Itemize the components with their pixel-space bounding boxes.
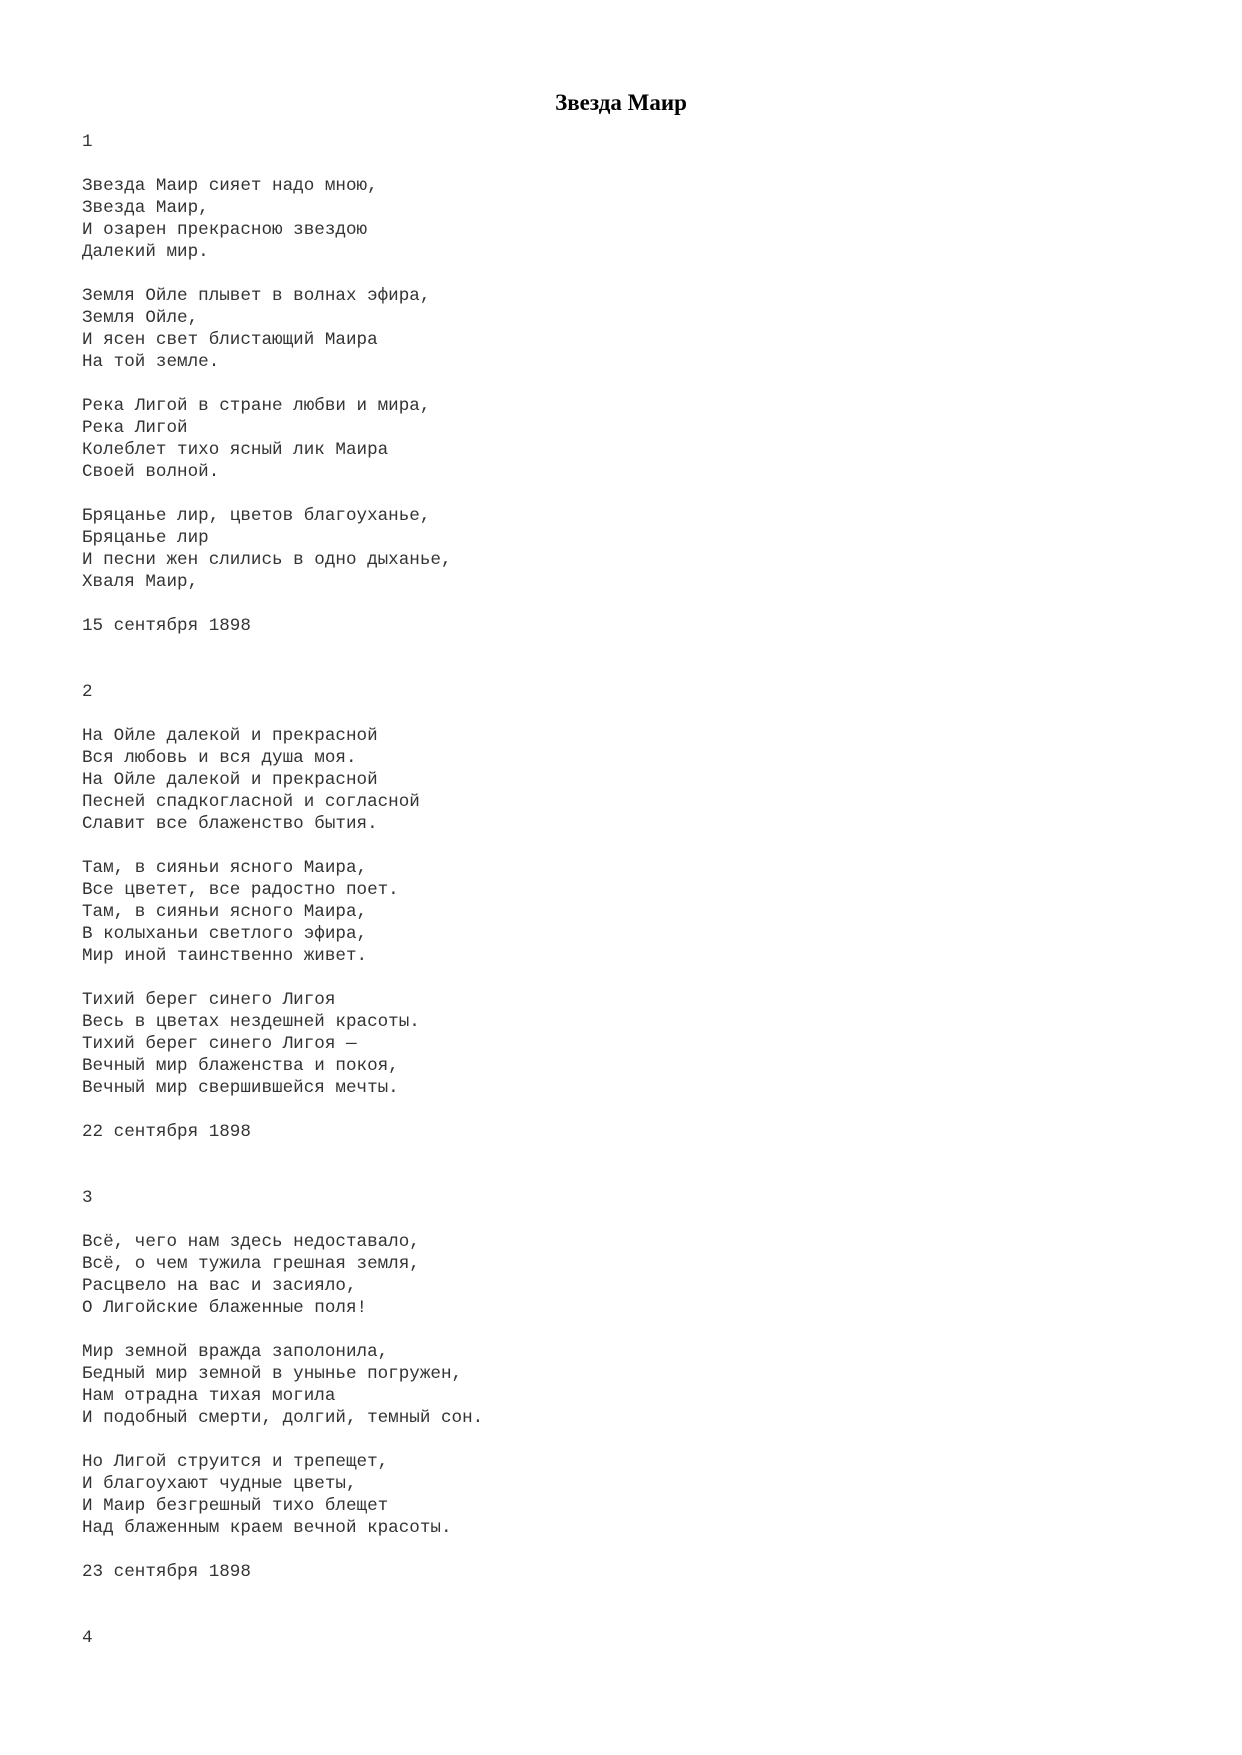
stanza: [82, 989, 1182, 1099]
verse-line: Там, в сияньи ясного Маира,: [82, 858, 368, 878]
blank-line: [82, 835, 1182, 857]
verse-line: Над блаженным краем вечной красоты.: [82, 1518, 452, 1538]
verse-line: В колыханьи светлого эфира,: [82, 924, 368, 944]
section-number: 2: [82, 682, 93, 702]
verse-line: И озарен прекрасною звездою: [82, 220, 368, 240]
poem-section: [82, 1627, 1182, 1649]
document-title: [0, 88, 1242, 118]
verse-line: Весь в цветах нездешней красоты.: [82, 1012, 420, 1032]
verse-line: Мир земной вражда заполонила,: [82, 1342, 389, 1362]
section-number: 3: [82, 1188, 93, 1208]
verse-line: Бряцанье лир, цветов благоуханье,: [82, 506, 431, 526]
blank-line: [82, 593, 1182, 615]
verse-line: Славит все блаженство бытия.: [82, 814, 378, 834]
verse-line: На Ойле далекой и прекрасной: [82, 726, 378, 746]
date-line: 22 сентября 1898: [82, 1122, 251, 1142]
verse-line: Река Лигой в стране любви и мира,: [82, 396, 431, 416]
verse-line: Нам отрадна тихая могила: [82, 1386, 336, 1406]
poem-section: [82, 131, 1182, 681]
verse-line: Звезда Маир сияет надо мною,: [82, 176, 378, 196]
blank-line: [82, 703, 1182, 725]
stanza: [82, 1451, 1182, 1539]
blank-line: [82, 1429, 1182, 1451]
section-gap: [82, 1583, 1182, 1627]
blank-line: [82, 373, 1182, 395]
verse-line: Мир иной таинственно живет.: [82, 946, 368, 966]
poem-body: [82, 131, 1182, 1649]
verse-line: Тихий берег синего Лигоя: [82, 990, 336, 1010]
blank-line: [82, 483, 1182, 505]
verse-line: Вся любовь и вся душа моя.: [82, 748, 357, 768]
section-gap: [82, 1143, 1182, 1187]
blank-line: [82, 263, 1182, 285]
verse-line: Хваля Маир,: [82, 572, 199, 592]
stanza: [82, 395, 1182, 483]
verse-line: Бряцанье лир: [82, 528, 209, 548]
date-line: 15 сентября 1898: [82, 616, 251, 636]
verse-line: Тихий берег синего Лигоя —: [82, 1034, 357, 1054]
verse-line: На той земле.: [82, 352, 220, 372]
verse-line: Всё, чего нам здесь недоставало,: [82, 1232, 420, 1252]
verse-line: И благоухают чудные цветы,: [82, 1474, 357, 1494]
verse-line: И Маир безгрешный тихо блещет: [82, 1496, 389, 1516]
poem-section: [82, 1187, 1182, 1627]
verse-line: Все цветет, все радостно поет.: [82, 880, 399, 900]
verse-line: Звезда Маир,: [82, 198, 209, 218]
verse-line: О Лигойские блаженные поля!: [82, 1298, 368, 1318]
verse-line: На Ойле далекой и прекрасной: [82, 770, 378, 790]
stanza: [82, 175, 1182, 263]
verse-line: Далекий мир.: [82, 242, 209, 262]
section-number: 1: [82, 132, 93, 152]
verse-line: Всё, о чем тужила грешная земля,: [82, 1254, 420, 1274]
date-line: 23 сентября 1898: [82, 1562, 251, 1582]
stanza: [82, 725, 1182, 835]
verse-line: Вечный мир блаженства и покоя,: [82, 1056, 399, 1076]
stanza: [82, 1341, 1182, 1429]
verse-line: Вечный мир свершившейся мечты.: [82, 1078, 399, 1098]
verse-line: Земля Ойле плывет в волнах эфира,: [82, 286, 431, 306]
blank-line: [82, 1099, 1182, 1121]
verse-line: Колеблет тихо ясный лик Маира: [82, 440, 389, 460]
poem-section: [82, 681, 1182, 1187]
section-gap: [82, 637, 1182, 681]
blank-line: [82, 1319, 1182, 1341]
document-title-text: Звезда Маир: [555, 90, 687, 115]
verse-line: Но Лигой струится и трепещет,: [82, 1452, 389, 1472]
blank-line: [82, 1209, 1182, 1231]
blank-line: [82, 1539, 1182, 1561]
stanza: [82, 285, 1182, 373]
blank-line: [82, 967, 1182, 989]
verse-line: Песней спадкогласной и согласной: [82, 792, 420, 812]
verse-line: Расцвело на вас и засияло,: [82, 1276, 357, 1296]
stanza: [82, 1231, 1182, 1319]
stanza: [82, 505, 1182, 593]
verse-line: Река Лигой: [82, 418, 188, 438]
verse-line: Земля Ойле,: [82, 308, 199, 328]
stanza: [82, 857, 1182, 967]
verse-line: Своей волной.: [82, 462, 220, 482]
verse-line: Бедный мир земной в унынье погружен,: [82, 1364, 463, 1384]
blank-line: [82, 153, 1182, 175]
verse-line: И подобный смерти, долгий, темный сон.: [82, 1408, 484, 1428]
verse-line: И ясен свет блистающий Маира: [82, 330, 378, 350]
verse-line: Там, в сияньи ясного Маира,: [82, 902, 368, 922]
section-number: 4: [82, 1628, 93, 1648]
verse-line: И песни жен слились в одно дыханье,: [82, 550, 452, 570]
